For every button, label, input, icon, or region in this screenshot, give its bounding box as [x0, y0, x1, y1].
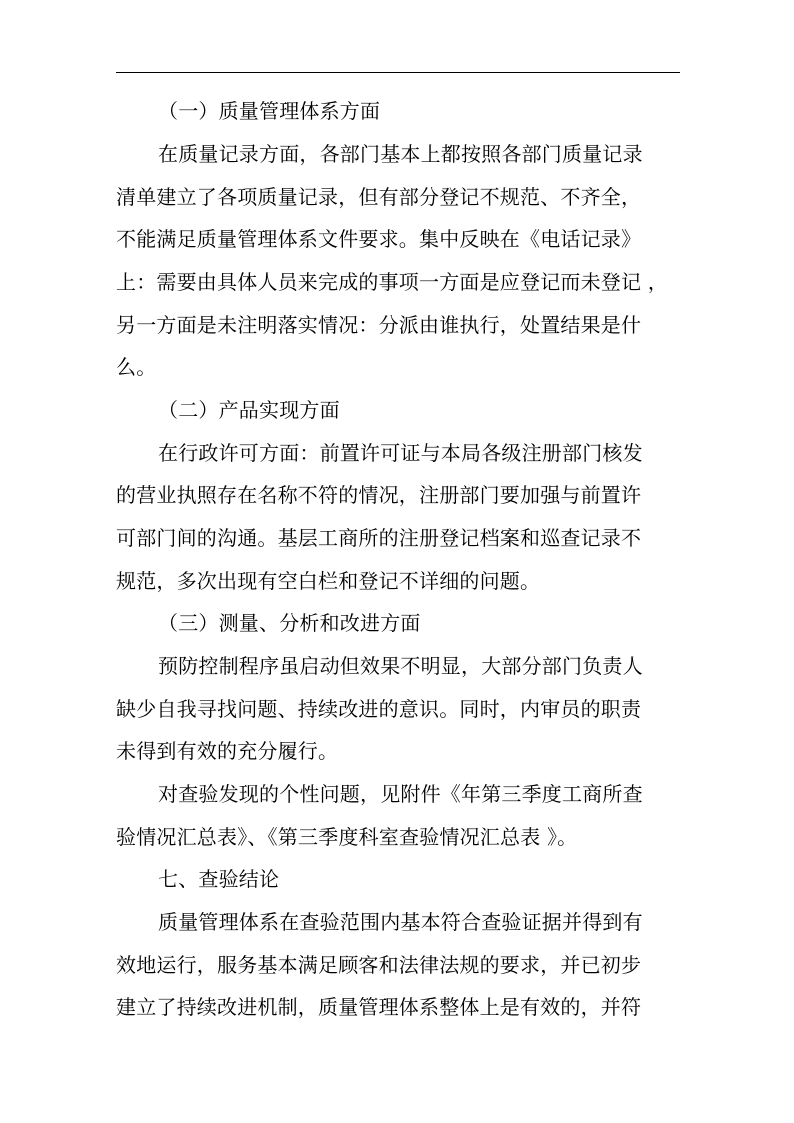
text-line: 清单建立了各项质量记录，但有部分登记不规范、不齐全，	[116, 185, 642, 209]
section-heading-conclusion: 七、查验结论	[158, 867, 280, 891]
section-heading-quality-system: （一）质量管理体系方面	[158, 99, 381, 123]
text-line: 不能满足质量管理体系文件要求。集中反映在《电话记录》	[116, 227, 642, 251]
header-rule	[116, 72, 680, 73]
text-line: 规范，多次出现有空白栏和登记不详细的问题。	[116, 569, 541, 593]
text-line: 可部门间的沟通。基层工商所的注册登记档案和巡查记录不	[116, 526, 642, 550]
text-line: 在行政许可方面：前置许可证与本局各级注册部门核发	[158, 441, 643, 465]
text-line: 建立了持续改进机制，质量管理体系整体上是有效的，并符	[116, 995, 642, 1019]
text-line: 在质量记录方面，各部门基本上都按照各部门质量记录	[158, 142, 643, 166]
text-line: 对查验发现的个性问题，见附件《年第三季度工商所查	[158, 782, 643, 806]
text-line: 未得到有效的充分履行。	[116, 739, 339, 763]
section-heading-product-realization: （二）产品实现方面	[158, 398, 340, 422]
text-line: 验情况汇总表》、《第三季度科室查验情况汇总表 》。	[116, 825, 578, 849]
text-line: 缺少自我寻找问题、持续改进的意识。同时，内审员的职责	[116, 697, 642, 721]
text-line: 效地运行，服务基本满足顾客和法律法规的要求，并已初步	[116, 953, 642, 977]
text-line: 的营业执照存在名称不符的情况，注册部门要加强与前置许	[116, 483, 642, 507]
text-line: 另一方面是未注明落实情况：分派由谁执行，处置结果是什	[116, 313, 642, 337]
text-line: 上：需要由具体人员来完成的事项一方面是应登记而未登记 ，	[116, 270, 668, 294]
section-heading-measurement: （三）测量、分析和改进方面	[158, 611, 421, 635]
text-line: 质量管理体系在查验范围内基本符合查验证据并得到有	[158, 910, 643, 934]
text-line: 预防控制程序虽启动但效果不明显，大部分部门负责人	[158, 654, 643, 678]
text-line: 么。	[116, 355, 157, 379]
